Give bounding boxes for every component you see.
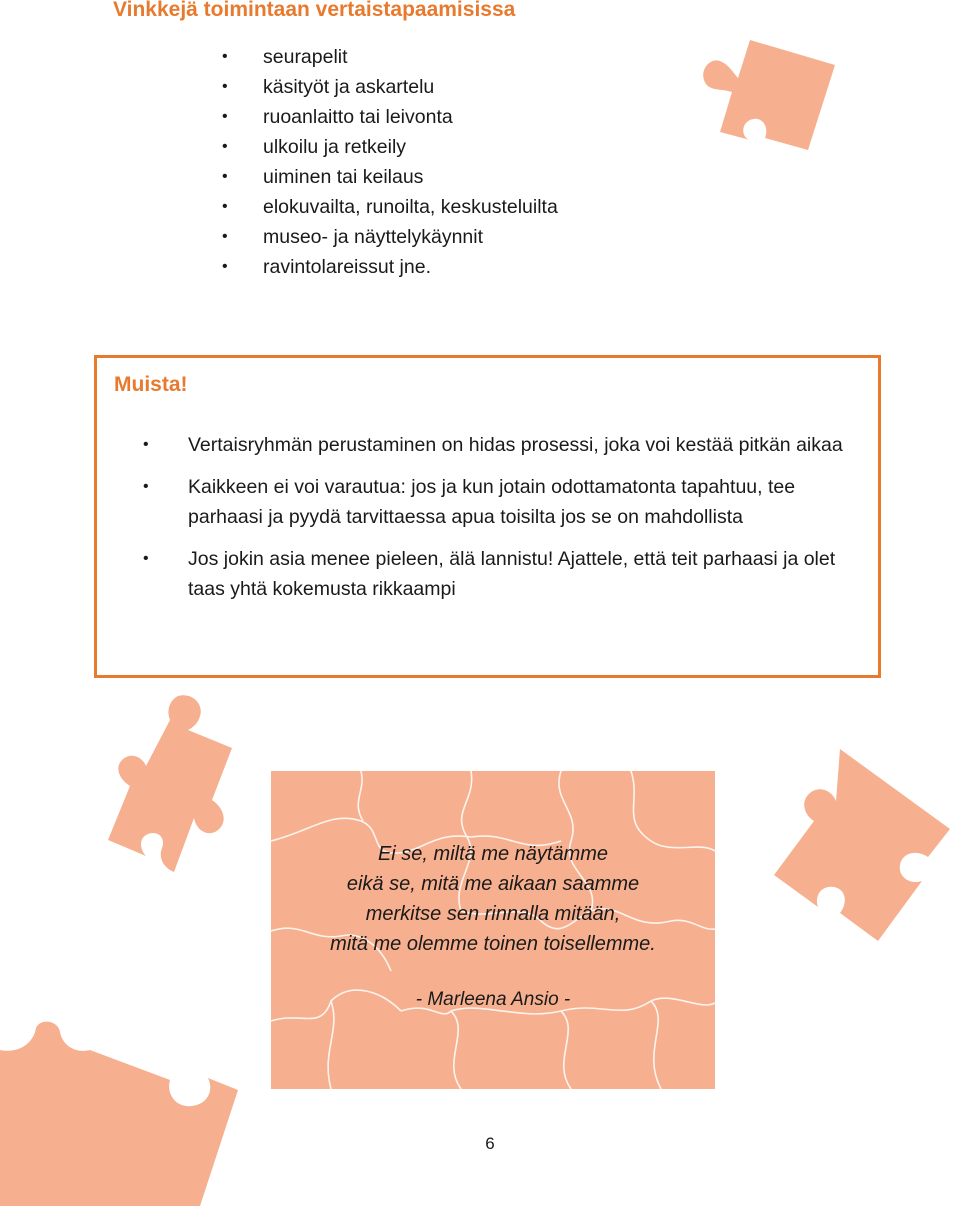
quote-line: mitä me olemme toinen toisellemme. [330,933,656,955]
page-heading: Vinkkejä toimintaan vertaistapaamisissa [113,0,516,21]
list-item: • museo- ja näyttelykäynnit [222,222,558,252]
list-item: • ulkoilu ja retkeily [222,132,558,162]
list-item: • uiminen tai keilaus [222,162,558,192]
quote-line: eikä se, mitä me aikaan saamme [346,873,640,895]
puzzle-piece-icon [770,745,960,945]
puzzle-piece-icon [690,20,840,160]
page-number: 6 [485,1134,495,1153]
puzzle-piece-icon [100,690,250,890]
remember-box [94,355,881,678]
remember-title: Muista! [114,373,188,396]
list-item: • seurapelit [222,42,558,72]
quote-author: - Marleena Ansio - [415,989,571,1010]
list-item: • Vertaisryhmän perustaminen on hidas prosessi, joka voi kestää pitkän aikaa [143,430,843,460]
list-item: • ruoanlaitto tai leivonta [222,102,558,132]
remember-list [143,430,843,616]
activity-tips-list [222,42,558,282]
quote-panel [271,771,715,1089]
list-item: • ravintolareissut jne. [222,252,558,282]
list-item: • Jos jokin asia menee pieleen, älä lannistu! Ajattele, että teit parhaasi ja olet taas yhtä kokemusta rikkaampi [143,544,843,604]
quote-text [271,839,715,959]
list-item: • Kaikkeen ei voi varautua: jos ja kun jotain odottamatonta tapahtuu, tee parhaasi ja pyydä tarvittaessa apua toisilta jos se on mahdollista [143,472,843,532]
quote-line: merkitse sen rinnalla mitään, [365,903,621,925]
puzzle-piece-icon [0,1020,240,1206]
list-item: • käsityöt ja askartelu [222,72,558,102]
list-item: • elokuvailta, runoilta, keskusteluilta [222,192,558,222]
quote-line: Ei se, miltä me näytämme [377,843,609,865]
